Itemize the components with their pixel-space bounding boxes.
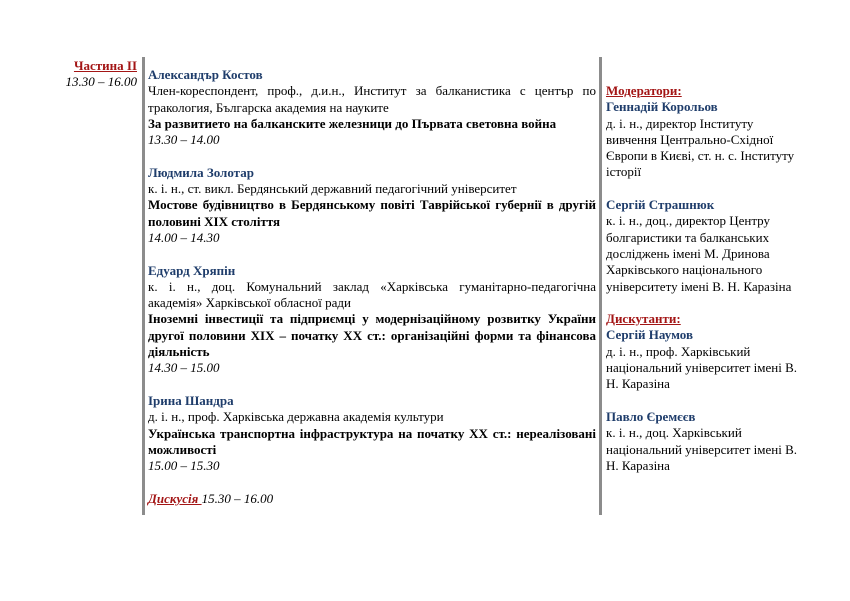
talk-item — [148, 263, 596, 377]
talk-time: 14.00 – 14.30 — [148, 229, 220, 245]
session-part-column — [56, 58, 137, 91]
talk-speaker: Ірина Шандра — [148, 392, 234, 408]
talk-time: 15.00 – 15.30 — [148, 458, 220, 474]
moderators-label: Модератори: — [606, 83, 682, 98]
talk-affiliation: Член-кореспондент, проф., д.и.н., Институт за балканистика с център по тракология, Българска академия на науките — [148, 83, 596, 115]
talk-item — [148, 67, 596, 148]
moderator-entry — [606, 197, 798, 295]
discussants-label: Дискутанти: — [606, 311, 681, 327]
talk-affiliation: д. і. н., проф. Харківська державна академія культури — [148, 409, 444, 425]
moderators-column — [606, 83, 798, 490]
talk-speaker: Людмила Золотар — [148, 164, 254, 180]
talks-column — [148, 67, 596, 507]
discussion-line — [148, 491, 596, 507]
discussant-details: д. і. н., проф. Харківський національний університет імені В. Н. Каразіна — [606, 343, 798, 392]
talk-speaker: Александър Костов — [148, 67, 263, 82]
discussant-name: Сергій Наумов — [606, 327, 693, 343]
discussion-time: 15.30 – 16.00 — [201, 490, 274, 506]
discussion-label: Дискусія — [148, 490, 202, 506]
talk-affiliation: к. і. н., доц. Комунальний заклад «Харківська гуманітарно-педагогічна академія» Харківської обласної ради — [148, 278, 596, 311]
discussant-entry — [606, 327, 798, 392]
left-column-divider — [142, 57, 145, 515]
moderator-details: д. і. н., директор Інституту вивчення Центрально-Східної Європи в Києві, ст. н. с. Інституту історії — [606, 115, 795, 180]
moderator-entry — [606, 99, 798, 180]
discussant-details: к. і. н., доц. Харківський національний університет імені В. Н. Каразіна — [606, 425, 798, 473]
talk-topic: За развитието на балканските железници до Първата световна война — [148, 115, 557, 131]
discussant-name: Павло Єремєєв — [606, 408, 696, 424]
moderator-details: к. і. н., доц., директор Центру болгаристики та балканських досліджень імені М. Дринова Харківського національного університету імені В. Н. Каразіна — [606, 213, 792, 294]
talk-topic: Українська транспортна інфраструктура на початку ХХ ст.: нереалізовані можливості — [148, 425, 596, 457]
talk-affiliation: к. і. н., ст. викл. Бердянський державний педагогічний університет — [148, 181, 517, 197]
moderator-name: Сергій Страшнюк — [606, 197, 715, 213]
talk-item — [148, 165, 596, 246]
talk-time: 13.30 – 14.00 — [148, 132, 220, 148]
talk-item — [148, 393, 596, 474]
talk-topic: Іноземні інвестиції та підприємці у модернізаційному розвитку України другої половини XIX – початку XX ст.: організаційні форми та фінансова діяльність — [148, 311, 596, 360]
discussant-entry — [606, 409, 798, 474]
talk-speaker: Едуард Хряпін — [148, 262, 236, 278]
moderator-name: Геннадій Корольов — [606, 99, 718, 115]
talk-time: 14.30 – 15.00 — [148, 360, 220, 376]
session-part-time: 13.30 – 16.00 — [65, 74, 137, 90]
right-column-divider — [599, 57, 602, 515]
session-part-title: Частина ІІ — [73, 58, 137, 73]
talk-topic: Мостове будівництво в Бердянському повіті Таврійської губернії в другій половині ХІХ століття — [148, 197, 596, 229]
